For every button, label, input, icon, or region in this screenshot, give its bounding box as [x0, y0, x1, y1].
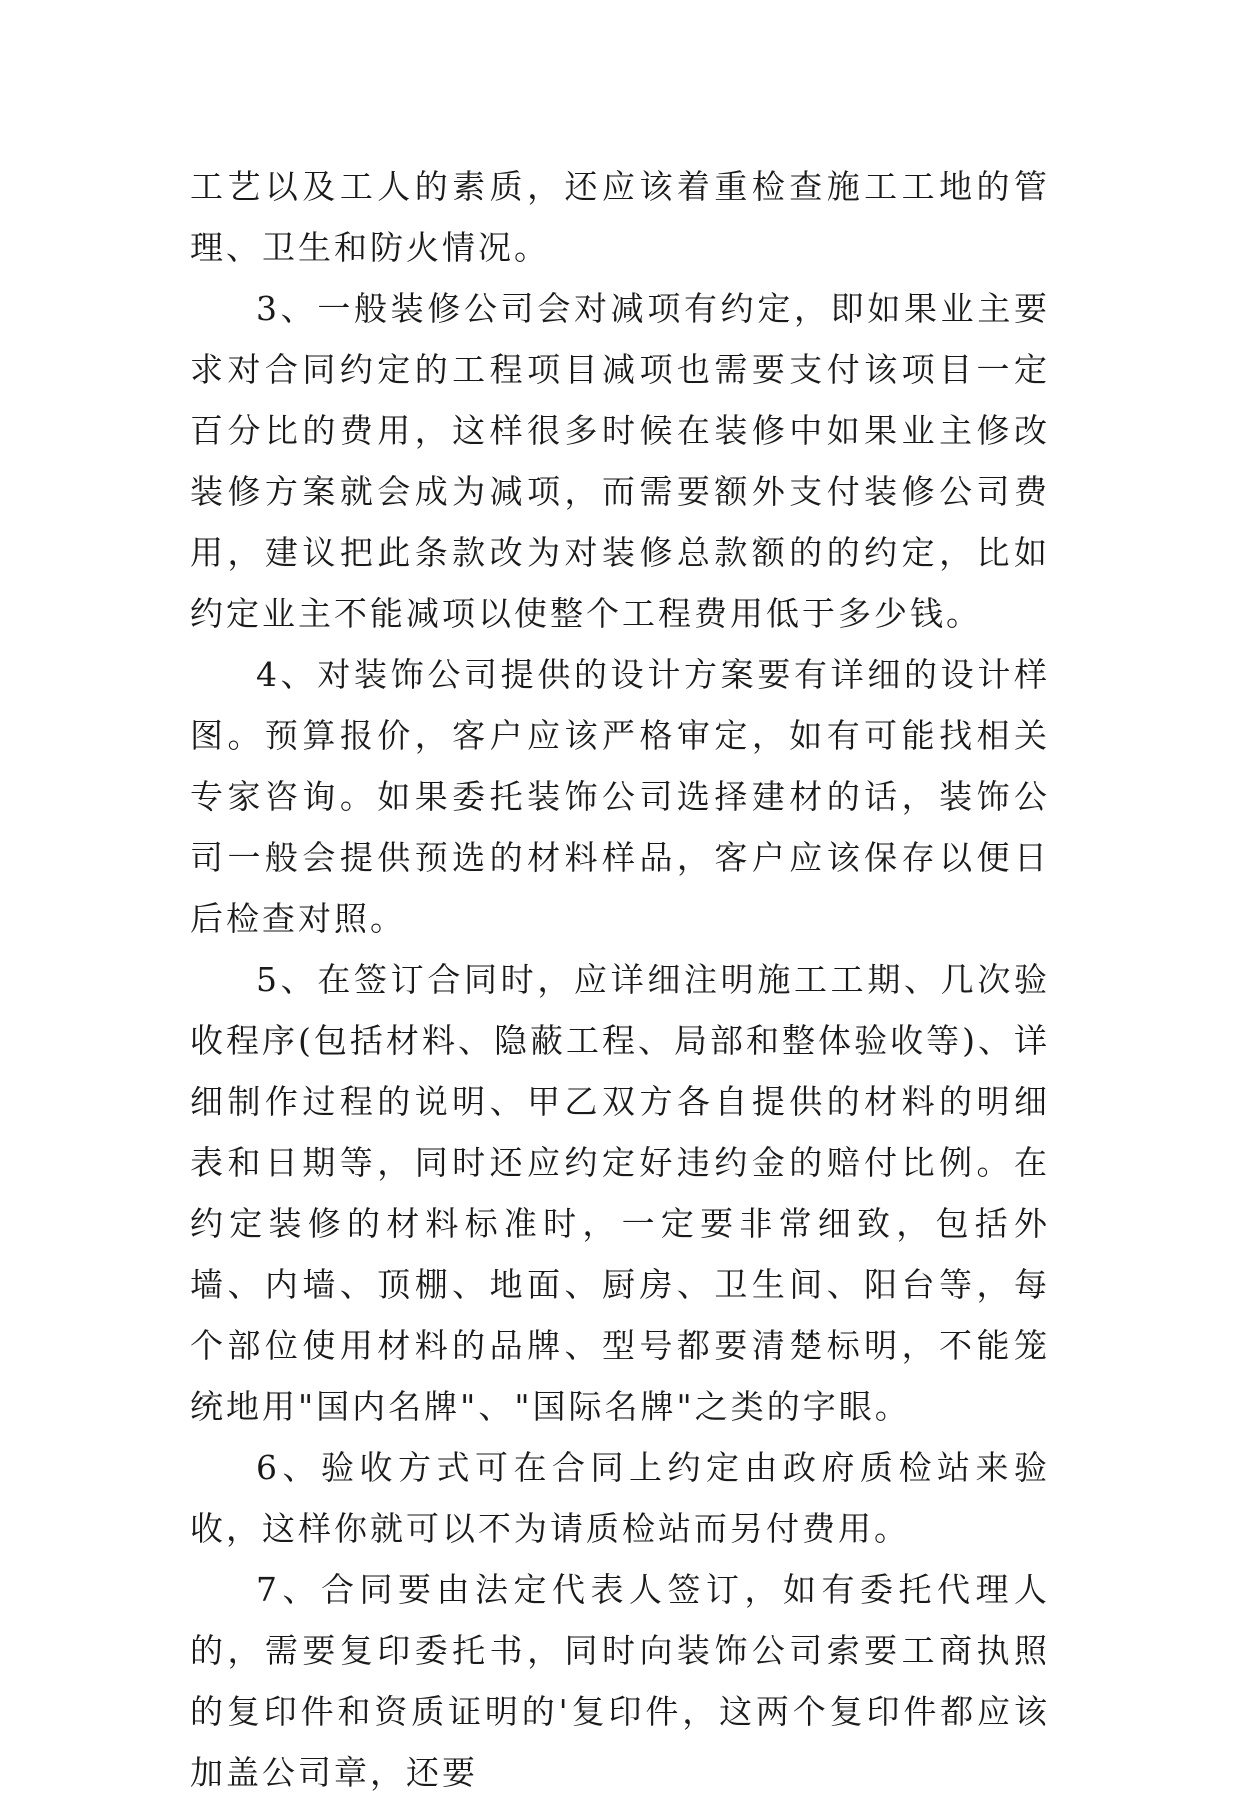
paragraph-continuation: 工艺以及工人的素质，还应该着重检查施工工地的管理、卫生和防火情况。: [190, 167, 1050, 267]
document-body: [190, 156, 1050, 1803]
paragraph-item-3: 3、一般装修公司会对减项有约定，即如果业主要求对合同约定的工程项目减项也需要支付该项目一定百分比的费用，这样很多时候在装修中如果业主修改装修方案就会成为减项，而需要额外支付装修公司费用，建议把此条款改为对装修总款额的的约定，比如约定业主不能减项以使整个工程费用低于多少钱。: [190, 289, 1050, 633]
paragraph-item-6: 6、验收方式可在合同上约定由政府质检站来验收，这样你就可以不为请质检站而另付费用。: [190, 1448, 1050, 1548]
paragraph-item-4: 4、对装饰公司提供的设计方案要有详细的设计样图。预算报价，客户应该严格审定，如有可能找相关专家咨询。如果委托装饰公司选择建材的话，装饰公司一般会提供预选的材料样品，客户应该保存以便日后检查对照。: [190, 655, 1050, 938]
paragraph-item-7: 7、合同要由法定代表人签订，如有委托代理人的，需要复印委托书，同时向装饰公司索要工商执照的复印件和资质证明的'复印件，这两个复印件都应该加盖公司章，还要: [190, 1570, 1050, 1792]
paragraph-item-5: 5、在签订合同时，应详细注明施工工期、几次验收程序(包括材料、隐蔽工程、局部和整体验收等)、详细制作过程的说明、甲乙双方各自提供的材料的明细表和日期等，同时还应约定好违约金的赔付比例。在约定装修的材料标准时，一定要非常细致，包括外墙、内墙、顶棚、地面、厨房、卫生间、阳台等，每个部位使用材料的品牌、型号都要清楚标明，不能笼统地用"国内名牌"、"国际名牌"之类的字眼。: [190, 960, 1050, 1426]
